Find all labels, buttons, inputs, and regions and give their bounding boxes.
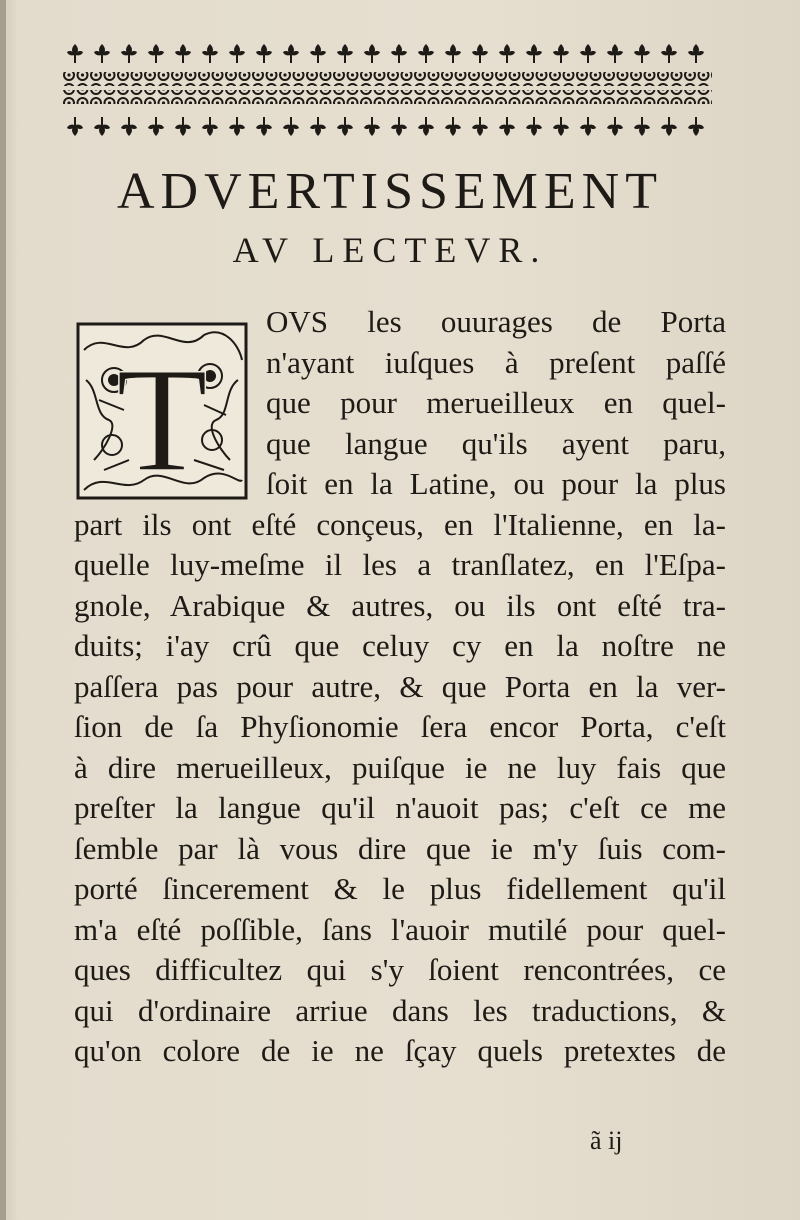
text-line: paſſera pas pour autre, & que Porta en la ver- <box>74 668 726 704</box>
text-line: porté ſincerement & le plus fidellement qu'il <box>74 871 726 906</box>
page-title: ADVERTISSEMENT <box>117 163 663 220</box>
text-line: gnole, Arabique & autres, ou ils ont eſté tra- <box>74 587 726 623</box>
text-line: que pour merueilleux en quel- <box>266 385 726 420</box>
text-line: ſion de ſa Phyſionomie ſera encor Porta, c'eſt <box>74 709 726 744</box>
signature-mark: ã ij <box>590 1126 623 1155</box>
page-spine-edge <box>0 0 6 1220</box>
text-line: part ils ont eſté conçeus, en l'Italienne, en la- <box>74 506 726 542</box>
text-line: qu'on colore de ie ne ſçay quels pretextes de <box>74 1033 726 1068</box>
text-line: preſter la langue qu'il n'auoit pas; c'eſt ce me <box>74 790 726 825</box>
initial-letter-glyph: T <box>116 337 208 502</box>
page-subtitle: AV LECTEVR. <box>232 230 548 270</box>
text-line: m'a eſté poſſible, ſans l'auoir mutilé pour quel- <box>74 911 726 947</box>
text-line: OVS les ouurages de Porta <box>266 304 726 339</box>
text-line: que langue qu'ils ayent paru, <box>266 425 726 461</box>
ornament-border <box>62 40 712 140</box>
text-line: duits; i'ay crû que celuy cy en la noſtre ne <box>74 628 726 663</box>
text-line: qui d'ordinaire arriue dans les traductions, & <box>74 992 726 1028</box>
body-text <box>74 302 726 1072</box>
text-line: quelle luy-meſme il les a tranſlatez, en l'Eſpa- <box>74 547 726 582</box>
text-line: ſemble par là vous dire que ie m'y ſuis com- <box>74 830 726 866</box>
text-line: ques difficultez qui s'y ſoient rencontrées, ce <box>74 952 726 987</box>
text-line: à dire merueilleux, puiſque ie ne luy fais que <box>74 749 726 785</box>
text-line: ſoit en la Latine, ou pour la plus <box>266 466 726 501</box>
text-line: n'ayant iuſques à preſent paſſé <box>266 344 726 380</box>
